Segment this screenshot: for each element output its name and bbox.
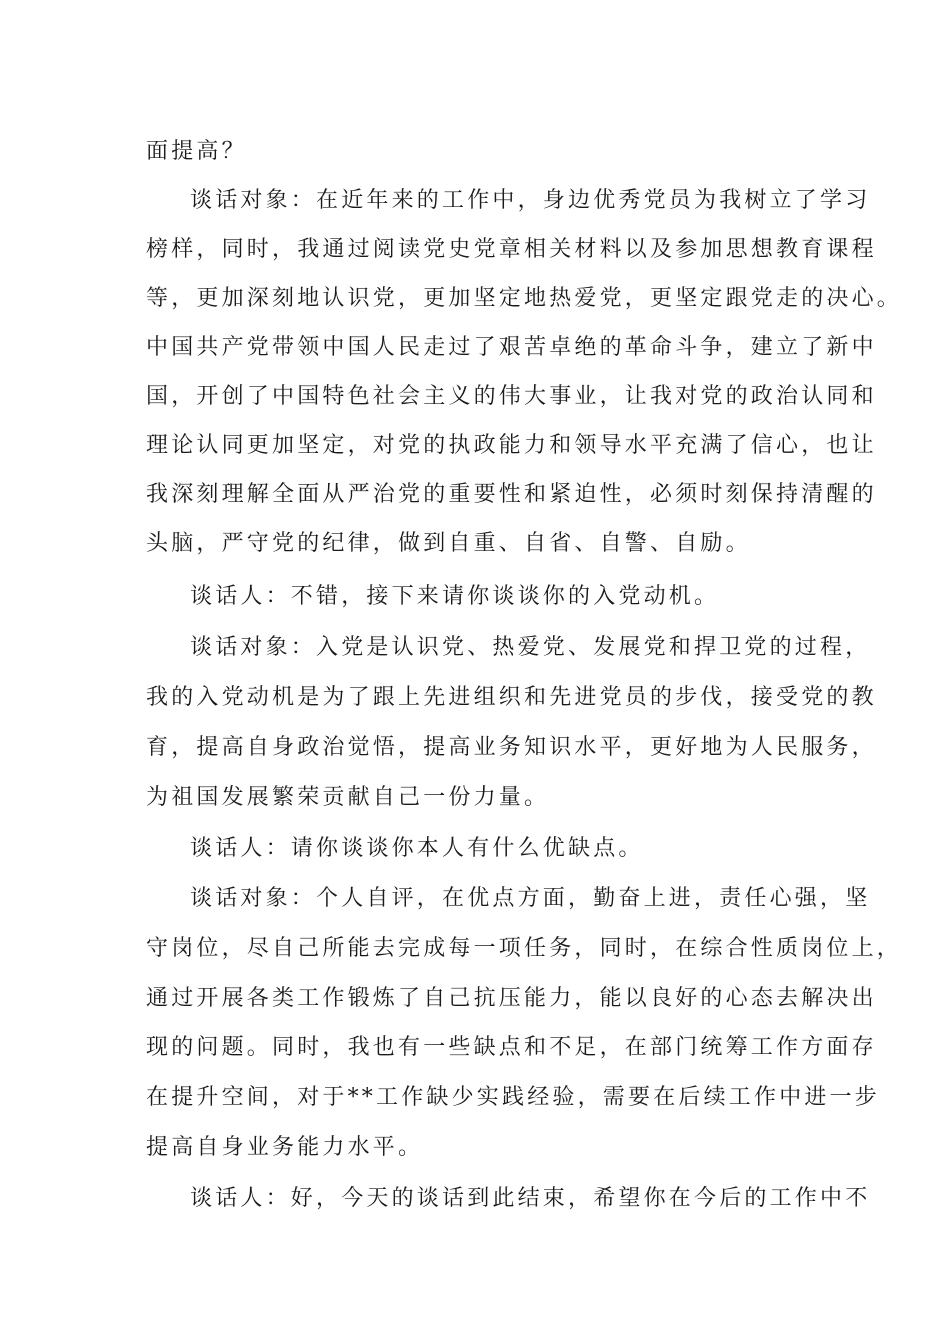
text-line: 为祖国发展繁荣贡献自己一份力量。 [146,785,550,810]
text-line: 我的入党动机是为了跟上先进组织和先进党员的步伐，接受党的教 [146,685,877,710]
text-line: 谈话对象：入党是认识党、热爱党、发展党和捍卫党的过程， [190,635,871,660]
text-line: 榜样，同时，我通过阅读党史党章相关材料以及参加思想教育课程 [146,237,877,262]
text-line: 谈话人：好，今天的谈话到此结束，希望你在今后的工作中不 [190,1186,871,1211]
text-line: 谈话人：请你谈谈你本人有什么优缺点。 [190,836,644,861]
text-line: 面提高？ [146,139,247,164]
text-line: 理论认同更加坚定，对党的执政能力和领导水平充满了信心，也让 [146,433,877,458]
text-line: 谈话对象：在近年来的工作中，身边优秀党员为我树立了学习 [190,188,871,213]
text-line: 国，开创了中国特色社会主义的伟大事业，让我对党的政治认同和 [146,384,877,409]
text-line: 中国共产党带领中国人民走过了艰苦卓绝的革命斗争，建立了新中 [146,335,877,360]
text-line: 谈话对象：个人自评，在优点方面，勤奋上进，责任心强，坚 [190,886,871,911]
text-line: 守岗位，尽自己所能去完成每一项任务，同时，在综合性质岗位上， [146,936,903,961]
text-line: 谈话人：不错，接下来请你谈谈你的入党动机。 [190,584,720,609]
text-line: 等，更加深刻地认识党，更加坚定地热爱党，更坚定跟党走的决心。 [146,286,903,311]
text-line: 通过开展各类工作锻炼了自己抗压能力，能以良好的心态去解决出 [146,986,877,1011]
text-line: 在提升空间，对于**工作缺少实践经验，需要在后续工作中进一步 [146,1085,881,1110]
text-line: 头脑，严守党的纪律，做到自重、自省、自警、自励。 [146,531,751,556]
text-line: 我深刻理解全面从严治党的重要性和紧迫性，必须时刻保持清醒的 [146,482,877,507]
text-line: 提高自身业务能力水平。 [146,1135,424,1160]
text-line: 育，提高自身政治觉悟，提高业务知识水平，更好地为人民服务， [146,735,877,760]
text-line: 现的问题。同时，我也有一些缺点和不足，在部门统筹工作方面存 [146,1035,877,1060]
